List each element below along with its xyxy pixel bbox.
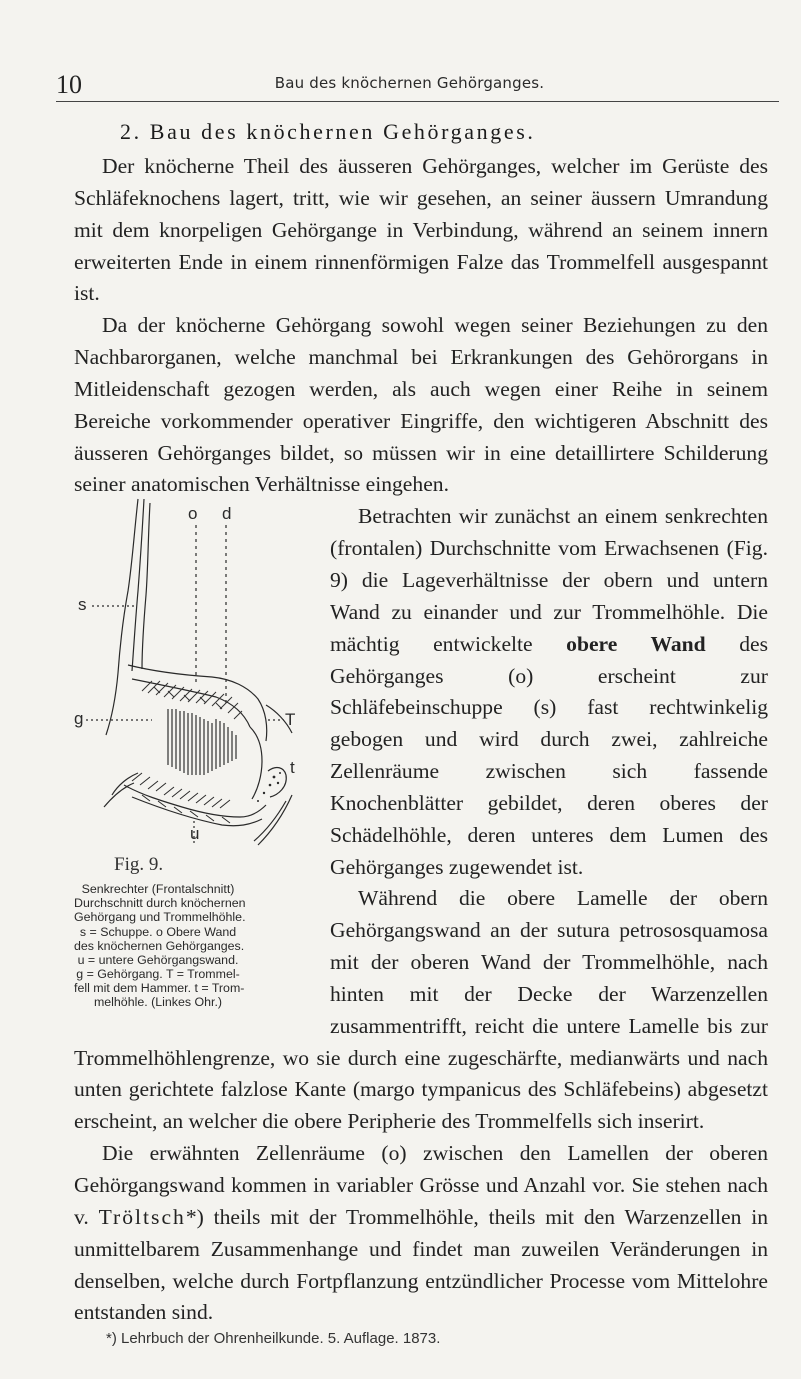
caption-line: u = untere Gehörgangswand. [77, 952, 239, 967]
figure-label-T: T [285, 710, 296, 730]
paragraph-1: Der knöcherne Theil des äusseren Gehörganges, welcher im Gerüste des Schläfeknochens lagert, tritt, wie wir gesehen, an seiner äussern Umrandung mit dem knorpeligen Gehörgange in Verbindung, während an seinem innern erweiterten Ende in einem rinnenförmigen Falze das Trommelfell ausgespannt ist. [74, 154, 768, 306]
paragraph-5-author: Tröltsch [98, 1204, 186, 1229]
body-text [74, 151, 768, 1329]
figure-number: Fig. 9. [114, 854, 164, 876]
paragraph-4: Während die obere Lamelle der obern Gehörgangswand an der sutura petrososquamosa mit der oberen Wand der Trommelhöhle, nach hinten mit der Decke der Warzenzellen zusammentrifft, reicht die untere Lamelle bis zur Trommelhöhlengrenze, wo sie durch eine zugeschärfte, medianwärts und nach unten gerichtete falzlose Kante (margo tympanicus des Schläfebeins) abgesetzt erscheint, an welcher die obere Peripherie des Trommelfells sich inserirt. [74, 886, 768, 1134]
section-title: 2. Bau des knöchernen Gehörganges. [120, 119, 536, 144]
caption-line: fell mit dem Hammer. t = Trom- [74, 980, 245, 995]
figure-label-u: u [190, 824, 200, 844]
caption-line: Senkrechter (Frontalschnitt) [81, 882, 235, 897]
figure-float-spacer [74, 501, 324, 1031]
header-rule [56, 101, 779, 102]
page-number: 10 [56, 70, 82, 99]
figure-label-o: o [188, 504, 198, 524]
caption-line: melhöhle. (Linkes Ohr.) [93, 995, 223, 1010]
figure-label-g: g [74, 709, 84, 729]
running-head: Bau des knöchernen Gehörganges. [274, 74, 545, 92]
paragraph-2: Da der knöcherne Gehörgang sowohl wegen seiner Beziehungen zu den Nachbarorganen, welche manchmal bei Erkrankungen des Gehörorgans in Mitleidenschaft gezogen werden, als auch wegen einer Reihe in seinem Bereiche vorkommender operativer Eingriffe, den wichtigeren Abschnitt des äusseren Gehörganges bildet, so müssen wir in eine detaillirtere Schilderung seiner anatomischen Verhältnisse eingehen. [74, 313, 768, 497]
figure-label-d: d [222, 504, 232, 524]
figure-label-t: t [290, 758, 295, 778]
paragraph-5-text-b: *) theils mit der Trommelhöhle, theils mit den Warzenzellen in unmittelbarem Zusammenhange und findet man zuweilen Veränderungen in denselben, welche durch Fortpflanzung entzündlicher Processe vom Mittelohre entstanden sind. [74, 1204, 769, 1325]
paragraph-3-bold: obere Wand [566, 631, 706, 656]
caption-line: des knöchernen Gehörganges. [74, 938, 245, 953]
paragraph-3-text-a: Betrachten wir zunächst an einem senkrechten (frontalen) Durchschnitte vom Erwachsenen (Fig. 9) die Lageverhältnisse der obern und untern Wand zu einander und zur Trommelhöhle. Die mächtig entwickelte [330, 504, 768, 656]
paragraph-3-text-b: des Gehörganges (o) erscheint zur Schläfebeinschuppe (s) fast rechtwinkelig gebogen und wird durch zwei, zahlreiche Zellenräume zwischen sich fassende Knochenblätter gebildet, deren oberes der Schädelhöhle, deren unteres dem Lumen des Gehörganges zugewendet ist. [330, 631, 768, 879]
paragraph-5 [74, 1138, 768, 1329]
caption-line: Durchschnitt durch knöchernen [74, 896, 246, 911]
caption-line: s = Schuppe. o Obere Wand [79, 924, 237, 939]
caption-line: g = Gehörgang. T = Trommel- [76, 966, 240, 981]
footnote: *) Lehrbuch der Ohrenheilkunde. 5. Auflage. 1873. [106, 1330, 441, 1347]
paragraph-5-text-a: Die erwähnten Zellenräume (o) zwischen den Lamellen der oberen Gehörgangswand kommen in variabler Grösse und Anzahl vor. Sie stehen nach v. [74, 1141, 768, 1229]
caption-line: Gehörgang und Trommelhöhle. [74, 910, 246, 925]
figure-label-s: s [78, 595, 87, 615]
